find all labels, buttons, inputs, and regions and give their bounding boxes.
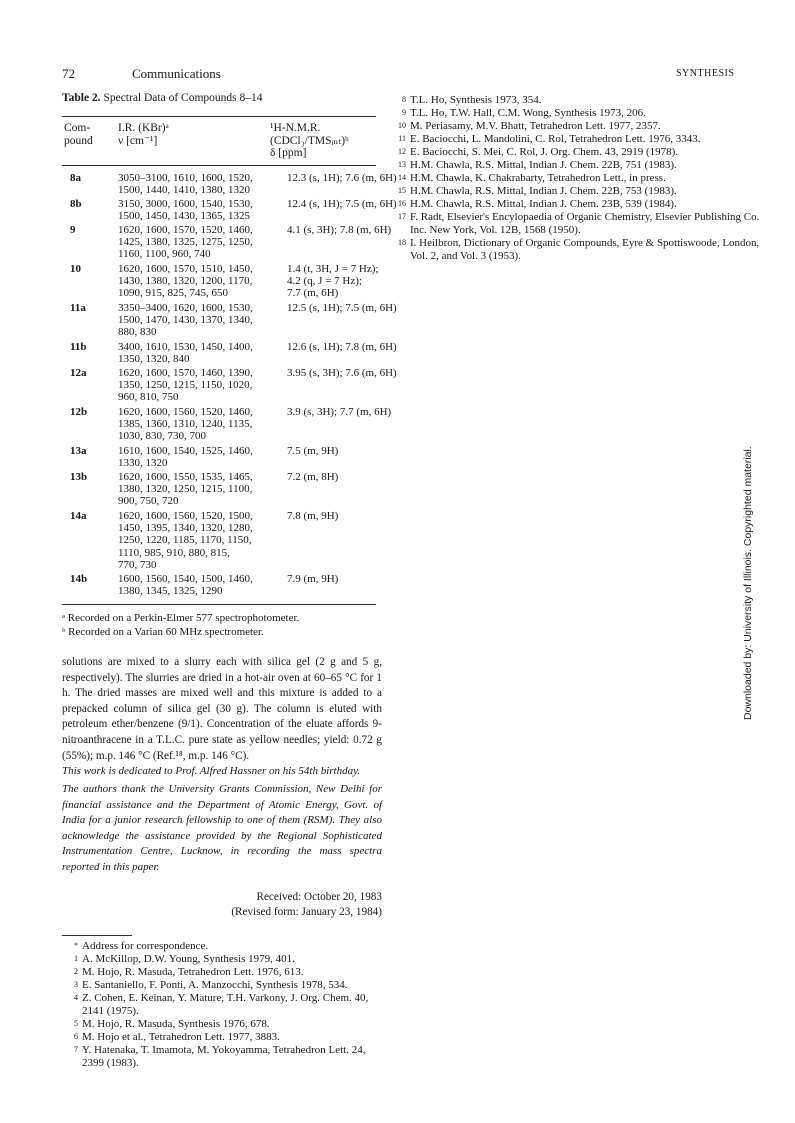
compound-id: 13b: [70, 471, 88, 483]
page-number: 72: [62, 66, 75, 81]
table-bottom-rule: [62, 604, 376, 605]
nmr-values: 7.2 (m, 8H): [287, 471, 339, 483]
col-header-compound: Com- pound: [64, 122, 93, 147]
received-date: Received: October 20, 1983: [256, 891, 382, 903]
table-header-rule: [62, 165, 376, 166]
table-top-rule: [62, 116, 376, 117]
table-caption: Spectral Data of Compounds 8–14: [103, 92, 263, 104]
nmr-values: 7.5 (m, 9H): [287, 445, 339, 457]
ir-values: 3150, 3000, 1600, 1540, 1530, 1500, 1450, 1430, 1365, 1325: [118, 198, 253, 223]
ir-values: 1620, 1600, 1570, 1510, 1450, 1430, 1380, 1320, 1200, 1170, 1090, 915, 825, 745, 650: [118, 263, 253, 300]
section-title: Communications: [132, 66, 221, 81]
compound-id: 11a: [70, 302, 86, 314]
body-paragraph: solutions are mixed to a slurry each with silica gel (2 g and 5 g, respectively). The slurries are dried in a hot-air oven at 60–65 °C for 1 h. The dried masses are mixed well and this mixture is added to a prepacked column of silica gel (30 g). The column is eluted with petroleum ether/benzene (9/1). Concentration of the eluate affords 9-nitroanthracene in a T.L.C. pure state as yellow needles; yield: 0.72 g (55%); m.p. 146 °C (Ref.¹⁸, m.p. 146 °C).: [62, 656, 382, 762]
ir-values: 1620, 1600, 1560, 1520, 1460, 1385, 1360, 1310, 1240, 1135, 1030, 830, 730, 700: [118, 406, 253, 443]
ir-values: 3350–3400, 1620, 1600, 1530, 1500, 1470, 1430, 1370, 1340, 880, 830: [118, 302, 253, 339]
journal-name: SYNTHESIS: [676, 68, 735, 79]
compound-id: 12b: [70, 406, 88, 418]
col-header-nmr: ¹H-N.M.R. (CDCl₃/TMSᵢₙₜ)ᵇ δ [ppm]: [270, 122, 349, 159]
dedication: This work is dedicated to Prof. Alfred Hassner on his 54th birthday.: [62, 765, 361, 777]
nmr-values: 12.6 (s, 1H); 7.8 (m, 6H): [287, 341, 397, 353]
nmr-values: 3.95 (s, 3H); 7.6 (m, 6H): [287, 367, 397, 379]
table-title: [62, 92, 263, 104]
compound-id: 10: [70, 263, 81, 275]
nmr-values: 12.4 (s, 1H); 7.5 (m, 6H): [287, 198, 397, 210]
table-footnote-a: ᵃ Recorded on a Perkin-Elmer 577 spectrophotometer.: [62, 612, 300, 624]
ir-values: 1620, 1600, 1570, 1460, 1390, 1350, 1250, 1215, 1150, 1020, 960, 810, 750: [118, 367, 253, 404]
compound-id: 14a: [70, 510, 87, 522]
nmr-values: 7.8 (m, 9H): [287, 510, 339, 522]
ir-values: 1620, 1600, 1570, 1520, 1460, 1425, 1380, 1325, 1275, 1250, 1160, 1100, 960, 740: [118, 224, 253, 261]
ir-values: 1610, 1600, 1540, 1525, 1460, 1330, 1320: [118, 445, 253, 470]
ir-values: 1620, 1600, 1560, 1520, 1500, 1450, 1395, 1340, 1320, 1280, 1250, 1220, 1185, 1170, 1150, 1110, 985, 910, 880, 815, 770, 730: [118, 510, 253, 571]
download-notice: Downloaded by: University of Illinois. Copyrighted material.: [742, 446, 754, 720]
acknowledgement: The authors thank the University Grants Commission, New Delhi for financial assistance and the Department of Atomic Energy, Govt. of India for a junior research fellowship to one of them (RSM). They also acknowledge the assistance provided by the Regional Sophisticated Instrumentation Centre, Lucknow, in recording the mass spectra reported in this paper.: [62, 783, 382, 873]
nmr-values: 12.3 (s, 1H); 7.6 (m, 6H): [287, 172, 397, 184]
revised-date: (Revised form: January 23, 1984): [231, 906, 382, 918]
table-footnote-b: ᵇ Recorded on a Varian 60 MHz spectrometer.: [62, 626, 264, 638]
compound-id: 14b: [70, 573, 88, 585]
ir-values: 3400, 1610, 1530, 1450, 1400, 1350, 1320, 840: [118, 341, 253, 366]
col-header-ir: I.R. (KBr)ᵃ ν [cm⁻¹]: [118, 122, 169, 147]
nmr-values: 7.9 (m, 9H): [287, 573, 339, 585]
compound-id: 12a: [70, 367, 87, 379]
compound-id: 11b: [70, 341, 87, 353]
ir-values: 3050–3100, 1610, 1600, 1520, 1500, 1440, 1410, 1380, 1320: [118, 172, 253, 197]
compound-id: 8a: [70, 172, 81, 184]
nmr-values: 12.5 (s, 1H); 7.5 (m, 6H): [287, 302, 397, 314]
ir-values: 1620, 1600, 1550, 1535, 1465, 1380, 1320, 1250, 1215, 1100, 900, 750, 720: [118, 471, 253, 508]
compound-id: 13a: [70, 445, 87, 457]
compound-id: 9: [70, 224, 76, 236]
footnote-separator: [62, 935, 132, 936]
table-label: Table 2.: [62, 92, 101, 104]
nmr-values: 1.4 (t, 3H, J = 7 Hz); 4.2 (q, J = 7 Hz); 7.7 (m, 6H): [287, 263, 379, 300]
ir-values: 1600, 1560, 1540, 1500, 1460, 1380, 1345, 1325, 1290: [118, 573, 253, 598]
nmr-values: 4.1 (s, 3H); 7.8 (m, 6H): [287, 224, 392, 236]
compound-id: 8b: [70, 198, 82, 210]
nmr-values: 3.9 (s, 3H); 7.7 (m, 6H): [287, 406, 392, 418]
